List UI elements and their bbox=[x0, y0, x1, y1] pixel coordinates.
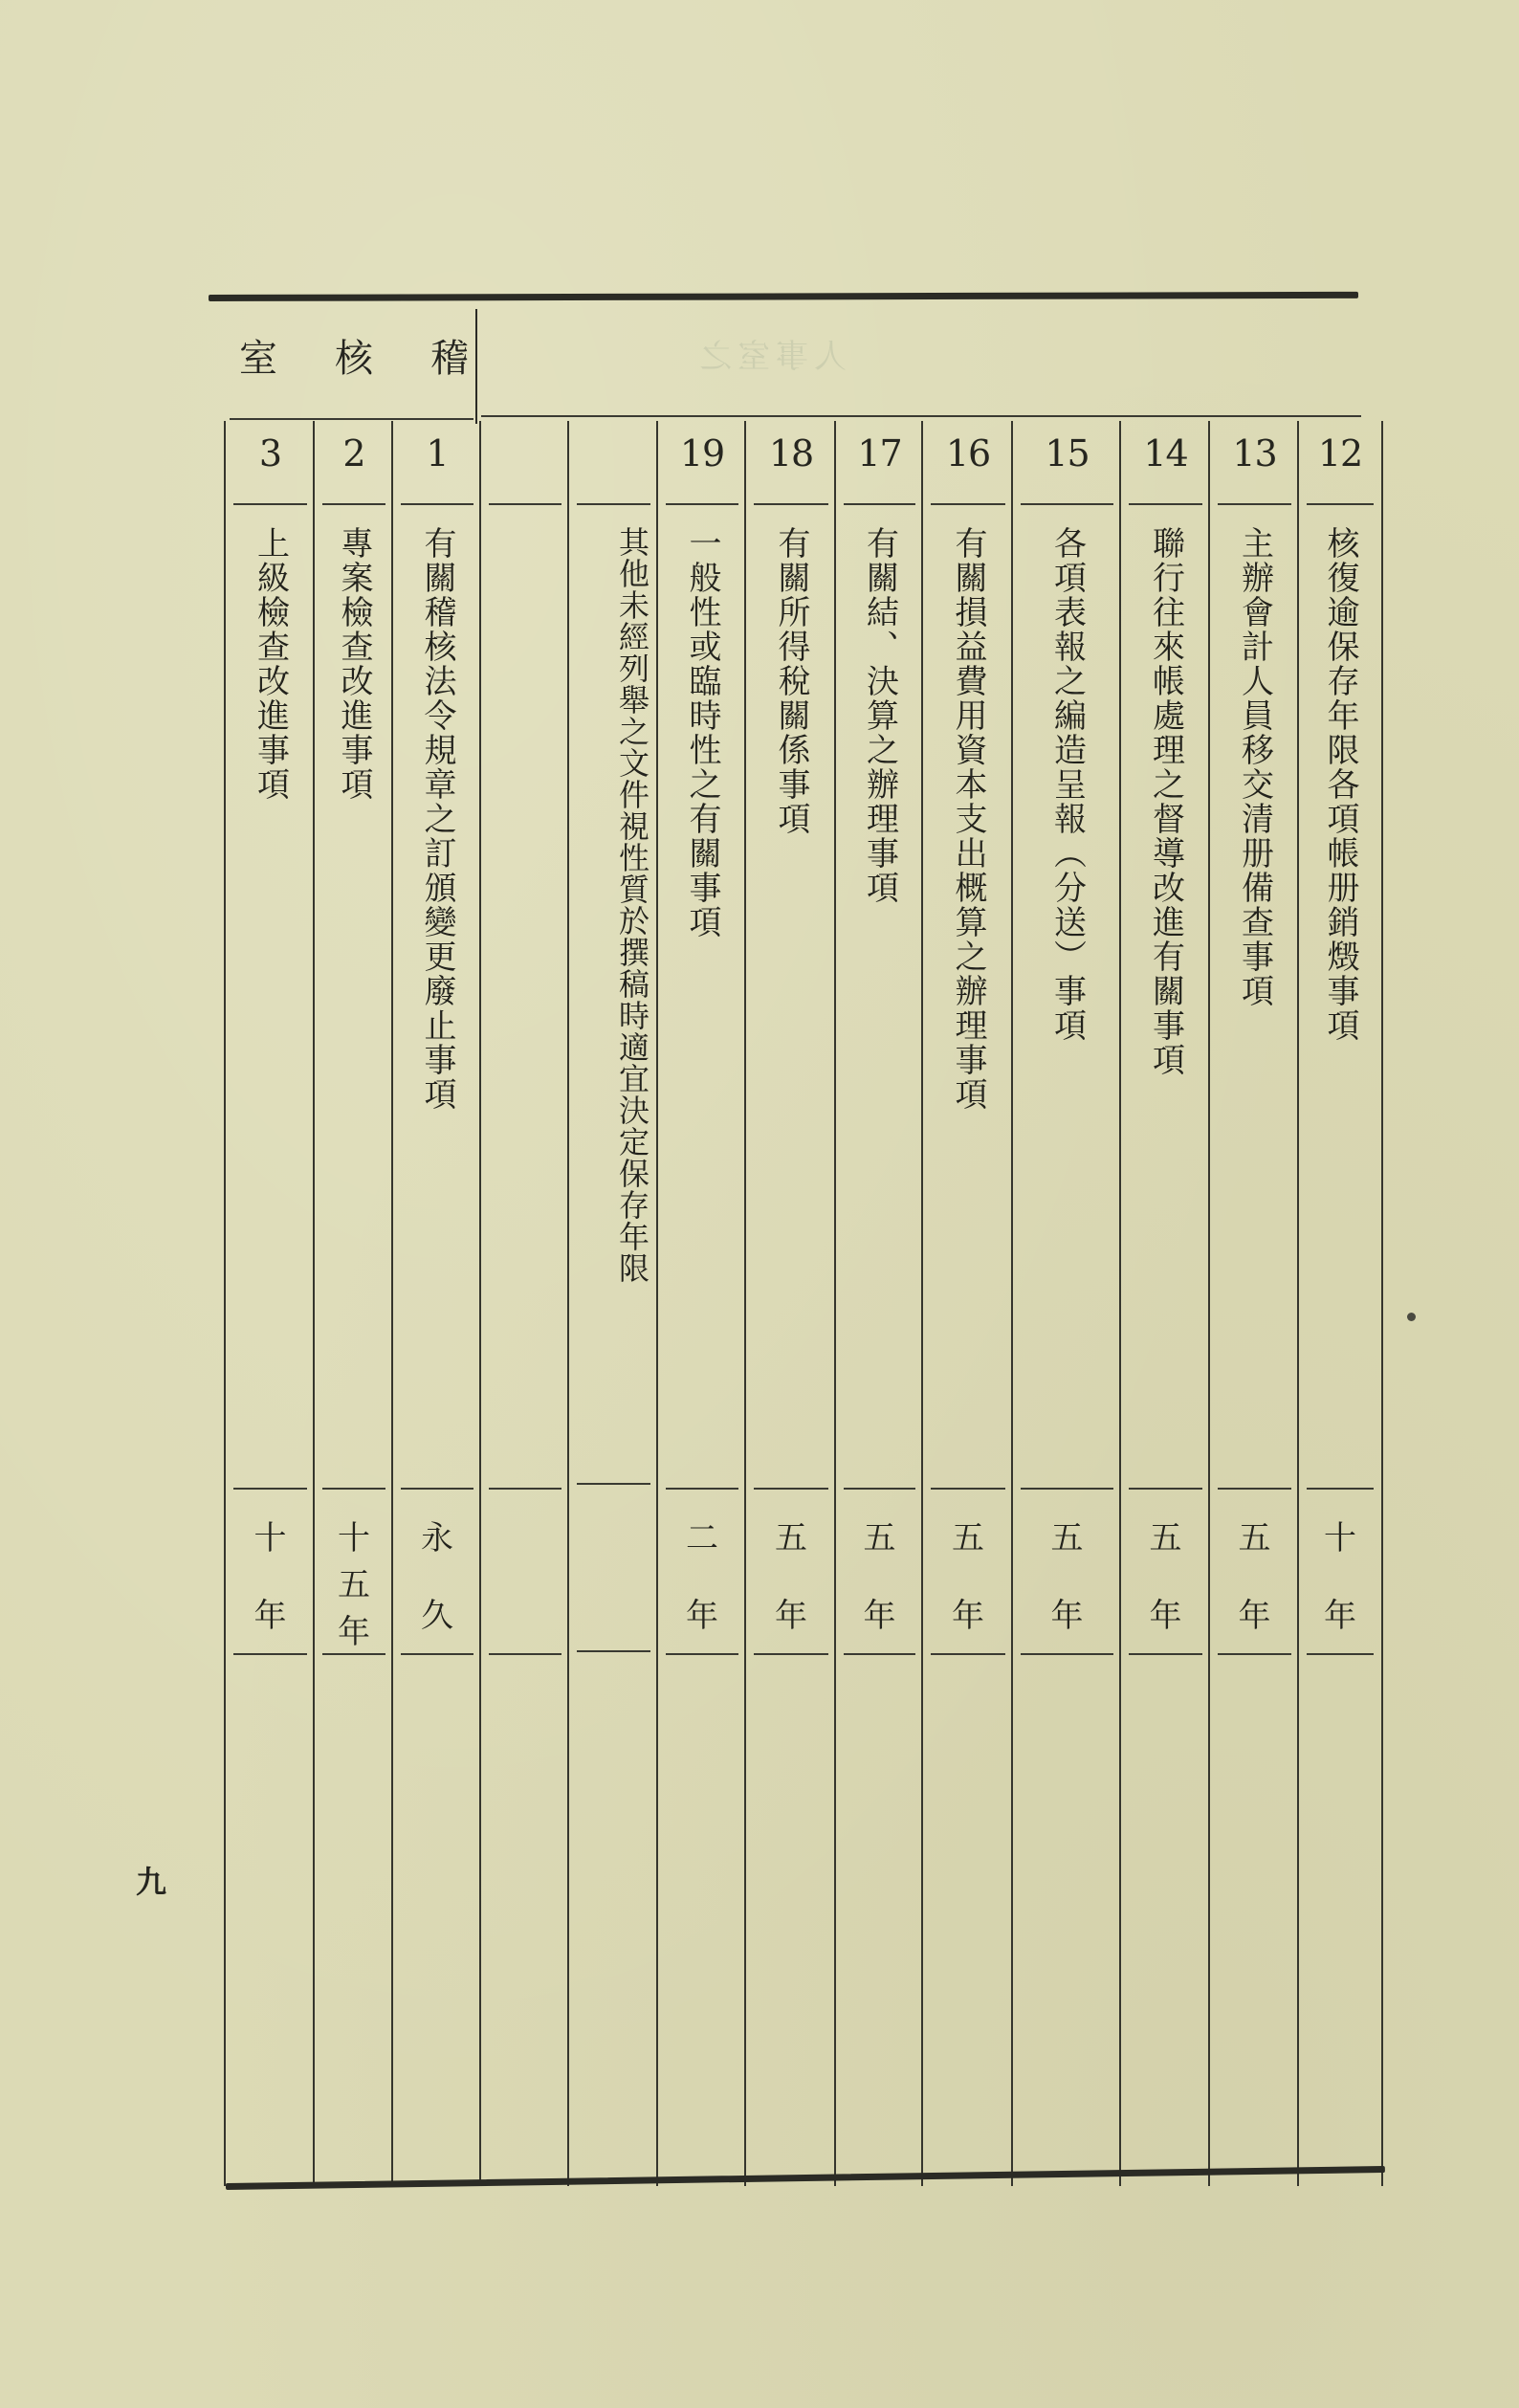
table-column-12 bbox=[1297, 421, 1383, 2186]
row-rule bbox=[322, 503, 385, 505]
retention-period: 十 年 bbox=[1324, 1519, 1356, 1635]
item-description: 其他未經列舉之文件視性質於撰稿時適宜決定保存年限 bbox=[614, 526, 650, 1284]
row-rule bbox=[322, 1488, 385, 1490]
row-rule bbox=[577, 1650, 650, 1652]
row-rule bbox=[1307, 503, 1374, 505]
item-number: 17 bbox=[857, 432, 902, 475]
item-number: 16 bbox=[945, 432, 991, 475]
item-number: 15 bbox=[1045, 432, 1090, 475]
row-rule bbox=[1129, 1653, 1202, 1655]
retention-period: 五 年 bbox=[1149, 1519, 1182, 1635]
item-description: 一般性或臨時性之有關事項 bbox=[683, 526, 721, 939]
row-rule bbox=[754, 1653, 828, 1655]
row-rule bbox=[754, 1488, 828, 1490]
table-column-19 bbox=[656, 421, 746, 2186]
row-rule bbox=[489, 503, 561, 505]
item-number: 18 bbox=[768, 432, 814, 475]
item-number: 12 bbox=[1317, 432, 1363, 475]
row-rule bbox=[1218, 1488, 1291, 1490]
row-rule bbox=[1129, 503, 1202, 505]
row-rule bbox=[1307, 1488, 1374, 1490]
item-description: 有關稽核法令規章之訂頒變更廢止事項 bbox=[418, 526, 456, 1112]
item-description: 核復逾保存年限各項帳册銷燬事項 bbox=[1321, 526, 1359, 1043]
table-column-14 bbox=[1119, 421, 1210, 2186]
row-rule bbox=[322, 1653, 385, 1655]
row-rule bbox=[489, 1653, 561, 1655]
retention-period: 五 年 bbox=[863, 1519, 896, 1635]
row-rule bbox=[233, 1653, 307, 1655]
section-title-char: 核 bbox=[335, 337, 373, 381]
table-column-blank bbox=[479, 421, 569, 2186]
row-rule bbox=[666, 1488, 738, 1490]
section-title-char: 稽 bbox=[430, 337, 469, 381]
table-column-17 bbox=[834, 421, 923, 2186]
item-description: 有關損益費用資本支出概算之辦理事項 bbox=[949, 526, 987, 1112]
item-number: 3 bbox=[258, 432, 282, 475]
retention-period: 永 久 bbox=[421, 1519, 453, 1635]
row-rule bbox=[577, 1483, 650, 1485]
row-rule bbox=[489, 1488, 561, 1490]
row-rule bbox=[1129, 1488, 1202, 1490]
row-rule bbox=[1307, 1653, 1374, 1655]
item-description: 專案檢查改進事項 bbox=[335, 526, 373, 802]
retention-period: 五 年 bbox=[775, 1519, 807, 1635]
item-description: 有關結︑決算之辦理事項 bbox=[860, 526, 899, 905]
page-number: 九 bbox=[136, 1864, 167, 1900]
retention-period: 十 五 年 bbox=[338, 1519, 370, 1651]
item-number: 2 bbox=[342, 432, 365, 475]
retention-period: 十 年 bbox=[253, 1519, 287, 1635]
retention-period: 五 年 bbox=[1050, 1519, 1084, 1635]
item-description: 聯行往來帳處理之督導改進有關事項 bbox=[1146, 526, 1185, 1077]
item-number: 14 bbox=[1143, 432, 1188, 475]
row-rule bbox=[844, 1488, 915, 1490]
row-rule bbox=[844, 1653, 915, 1655]
row-rule bbox=[401, 1488, 473, 1490]
section-divider bbox=[475, 309, 477, 424]
section-header-rule bbox=[230, 418, 473, 420]
table-column-16 bbox=[921, 421, 1013, 2186]
section-title-audit-office bbox=[239, 337, 469, 381]
row-rule bbox=[1021, 503, 1113, 505]
row-rule bbox=[844, 503, 915, 505]
item-description: 有關所得稅關係事項 bbox=[772, 526, 810, 836]
row-rule bbox=[1021, 1653, 1113, 1655]
item-number: 19 bbox=[679, 432, 725, 475]
retention-period: 五 年 bbox=[952, 1519, 984, 1635]
row-rule bbox=[931, 1653, 1005, 1655]
section-title-char: 室 bbox=[239, 337, 277, 381]
row-rule bbox=[401, 503, 473, 505]
item-number: 1 bbox=[426, 432, 449, 475]
row-rule bbox=[666, 1653, 738, 1655]
row-rule bbox=[401, 1653, 473, 1655]
table-column-2 bbox=[313, 421, 393, 2186]
retention-period: 二 年 bbox=[686, 1519, 718, 1635]
table-column-18 bbox=[744, 421, 836, 2186]
row-rule bbox=[1021, 1488, 1113, 1490]
row-rule bbox=[577, 503, 650, 505]
table-column-13 bbox=[1208, 421, 1299, 2186]
item-description: 上級檢查改進事項 bbox=[251, 526, 290, 802]
row-rule bbox=[931, 503, 1005, 505]
item-description: 各項表報之編造呈報︵分送︶事項 bbox=[1047, 526, 1087, 1043]
table-top-rule bbox=[209, 292, 1358, 301]
continuation-header-rule bbox=[481, 415, 1361, 417]
table-column-3 bbox=[224, 421, 315, 2186]
row-rule bbox=[233, 1488, 307, 1490]
row-rule bbox=[1218, 1653, 1291, 1655]
row-rule bbox=[931, 1488, 1005, 1490]
bleed-through-text: 人事室之 bbox=[693, 338, 847, 376]
row-rule bbox=[1218, 503, 1291, 505]
table-column-1 bbox=[391, 421, 481, 2186]
retention-period: 五 年 bbox=[1238, 1519, 1271, 1635]
row-rule bbox=[233, 503, 307, 505]
item-number: 13 bbox=[1232, 432, 1277, 475]
row-rule bbox=[754, 503, 828, 505]
paper-speck bbox=[1407, 1313, 1416, 1321]
row-rule bbox=[666, 503, 738, 505]
item-description: 主辦會計人員移交清册備查事項 bbox=[1235, 526, 1274, 1008]
table-column-other bbox=[567, 421, 658, 2186]
table-column-15 bbox=[1011, 421, 1121, 2186]
